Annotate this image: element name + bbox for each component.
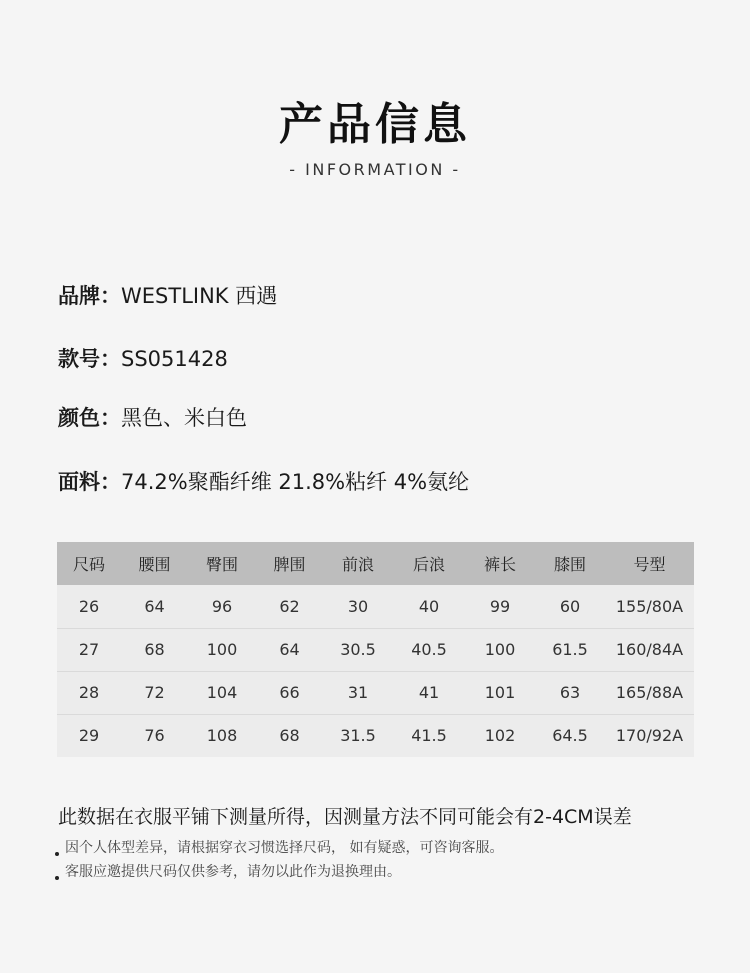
size-table-header: 膝围 xyxy=(535,542,605,585)
info-style-number xyxy=(58,343,228,373)
note-item xyxy=(55,837,503,857)
size-table-header-row xyxy=(57,542,694,585)
table-cell: 165/88A xyxy=(605,671,694,714)
info-brand-value: WESTLINK 西遇 xyxy=(121,284,278,308)
size-table-header: 臀围 xyxy=(188,542,256,585)
info-color-value: 黑色、米白色 xyxy=(121,406,247,430)
table-row xyxy=(57,585,694,628)
size-table-header: 脾围 xyxy=(256,542,323,585)
table-cell: 27 xyxy=(57,628,121,671)
size-table-header: 尺码 xyxy=(57,542,121,585)
note-item-text: 客服应邀提供尺码仅供参考，请勿以此作为退换理由。 xyxy=(65,864,401,880)
table-cell: 68 xyxy=(256,714,323,757)
table-cell: 155/80A xyxy=(605,585,694,628)
table-cell: 40 xyxy=(393,585,465,628)
table-cell: 100 xyxy=(188,628,256,671)
table-row xyxy=(57,671,694,714)
table-row xyxy=(57,714,694,757)
bullet-icon xyxy=(55,876,59,880)
table-cell: 29 xyxy=(57,714,121,757)
table-cell: 170/92A xyxy=(605,714,694,757)
size-table-header: 腰围 xyxy=(121,542,188,585)
table-cell: 40.5 xyxy=(393,628,465,671)
bullet-icon xyxy=(55,852,59,856)
note-item-text: 因个人体型差异，请根据穿衣习惯选择尺码， 如有疑惑，可咨询客服。 xyxy=(65,840,504,856)
table-cell: 72 xyxy=(121,671,188,714)
table-cell: 68 xyxy=(121,628,188,671)
table-cell: 64.5 xyxy=(535,714,605,757)
table-cell: 63 xyxy=(535,671,605,714)
info-fabric xyxy=(58,466,469,496)
info-brand xyxy=(58,280,277,310)
table-cell: 64 xyxy=(121,585,188,628)
measurement-note: 此数据在衣服平铺下测量所得，因测量方法不同可能会有2-4CM误差 xyxy=(58,806,632,828)
table-cell: 104 xyxy=(188,671,256,714)
table-cell: 62 xyxy=(256,585,323,628)
table-cell: 108 xyxy=(188,714,256,757)
info-style-number-value: SS051428 xyxy=(121,347,228,371)
table-cell: 41 xyxy=(393,671,465,714)
table-cell: 60 xyxy=(535,585,605,628)
table-cell: 76 xyxy=(121,714,188,757)
note-item xyxy=(55,861,401,881)
size-table-header: 裤长 xyxy=(465,542,535,585)
table-cell: 26 xyxy=(57,585,121,628)
size-table-header: 号型 xyxy=(605,542,694,585)
table-cell: 101 xyxy=(465,671,535,714)
page-title: 产品信息 xyxy=(279,99,471,150)
table-cell: 100 xyxy=(465,628,535,671)
info-style-number-label: 款号： xyxy=(58,347,121,371)
table-cell: 30.5 xyxy=(323,628,393,671)
table-cell: 96 xyxy=(188,585,256,628)
size-table-header: 前浪 xyxy=(323,542,393,585)
table-cell: 99 xyxy=(465,585,535,628)
table-cell: 30 xyxy=(323,585,393,628)
table-cell: 61.5 xyxy=(535,628,605,671)
table-cell: 28 xyxy=(57,671,121,714)
page-subtitle: - INFORMATION - xyxy=(289,160,461,179)
table-cell: 102 xyxy=(465,714,535,757)
table-cell: 41.5 xyxy=(393,714,465,757)
size-table xyxy=(57,542,694,757)
table-cell: 66 xyxy=(256,671,323,714)
table-cell: 31.5 xyxy=(323,714,393,757)
info-color xyxy=(58,402,247,432)
info-fabric-label: 面料： xyxy=(58,470,121,494)
table-cell: 64 xyxy=(256,628,323,671)
table-row xyxy=(57,628,694,671)
info-fabric-value: 74.2%聚酯纤维 21.8%粘纤 4%氨纶 xyxy=(121,470,470,494)
info-brand-label: 品牌： xyxy=(58,284,121,308)
table-cell: 31 xyxy=(323,671,393,714)
table-cell: 160/84A xyxy=(605,628,694,671)
info-color-label: 颜色： xyxy=(58,406,121,430)
size-table-header: 后浪 xyxy=(393,542,465,585)
